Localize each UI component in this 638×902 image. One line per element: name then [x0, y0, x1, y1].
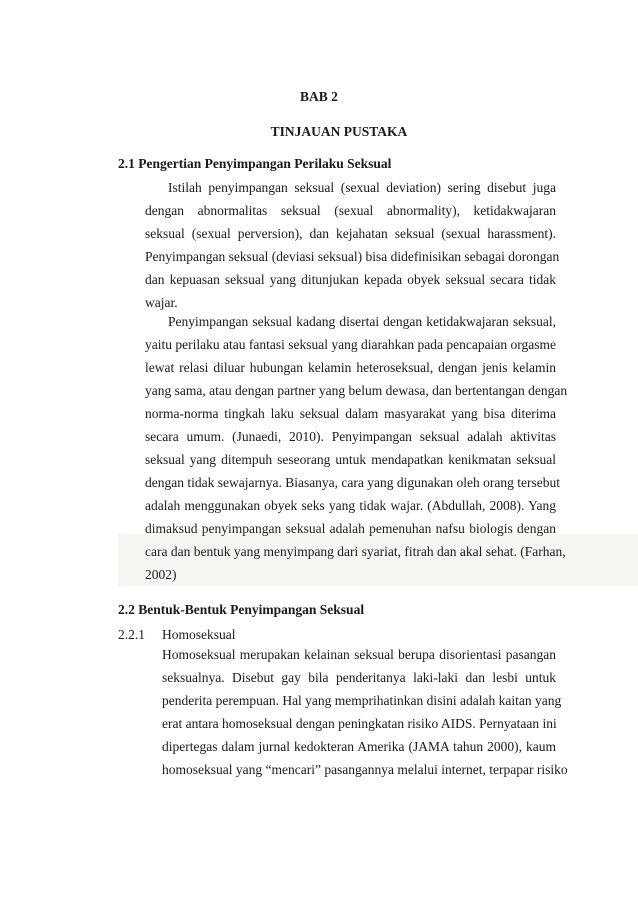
text-line: dan kepuasan seksual yang ditunjukan kepada obyek seksual secara tidak [145, 272, 556, 287]
text-line: penderita perempuan. Hal yang memprihatinkan disini adalah kaitan yang [162, 693, 562, 708]
subsection-title: Homoseksual [162, 627, 236, 642]
text-line: wajar. [145, 295, 178, 310]
text-line: Penyimpangan seksual kadang disertai dengan ketidakwajaran seksual, [168, 314, 556, 329]
text-line: dimaksud penyimpangan seksual adalah pemenuhan nafsu biologis dengan [145, 521, 556, 536]
text-line: dengan abnormalitas seksual (sexual abnormality), ketidakwajaran [145, 203, 556, 218]
text-line: erat antara homoseksual dengan peningkatan risiko AIDS. Pernyataan ini [162, 716, 557, 731]
text-line: dengan tidak sewajarnya. Biasanya, cara yang digunakan oleh orang tersebut [145, 475, 560, 490]
subsection-number: 2.2.1 [118, 627, 145, 642]
text-line: norma-norma tingkah laku seksual dalam masyarakat yang bisa diterima [145, 406, 556, 421]
text-line: 2002) [145, 567, 177, 582]
text-line: Homoseksual merupakan kelainan seksual berupa disorientasi pasangan [162, 647, 556, 662]
text-line: adalah menggunakan obyek seks yang tidak wajar. (Abdullah, 2008). Yang [145, 498, 556, 513]
text-line: lewat relasi diluar hubungan kelamin heteroseksual, dengan jenis kelamin [145, 360, 556, 375]
text-line: seksual yang ditempuh seseorang untuk mendapatkan kenikmatan seksual [145, 452, 556, 467]
text-line: cara dan bentuk yang menyimpang dari syariat, fitrah dan akal sehat. (Farhan, [145, 544, 566, 559]
text-line: yang sama, atau dengan partner yang belum dewasa, dan bertentangan dengan [145, 383, 568, 398]
section-heading-2-1: 2.1 Pengertian Penyimpangan Perilaku Seksual [118, 156, 392, 171]
section-heading-2-2: 2.2 Bentuk-Bentuk Penyimpangan Seksual [118, 602, 365, 617]
text-line: dipertegas dalam jurnal kedokteran Amerika (JAMA tahun 2000), kaum [162, 739, 556, 754]
text-line: homoseksual yang “mencari” pasangannya melalui internet, terpapar risiko [162, 762, 568, 777]
text-line: seksualnya. Disebut gay bila penderitanya laki-laki dan lesbi untuk [162, 670, 556, 685]
text-line: secara umum. (Junaedi, 2010). Penyimpangan seksual adalah aktivitas [145, 429, 556, 444]
text-line: Istilah penyimpangan seksual (sexual deviation) sering disebut juga [168, 180, 556, 195]
chapter-title: TINJAUAN PUSTAKA [270, 124, 408, 139]
chapter-number: BAB 2 [300, 89, 338, 104]
text-line: seksual (sexual perversion), dan kejahatan seksual (sexual harassment). [145, 226, 556, 241]
text-line: yaitu perilaku atau fantasi seksual yang diarahkan pada pencapaian orgasme [145, 337, 556, 352]
text-line: Penyimpangan seksual (deviasi seksual) bisa didefinisikan sebagai dorongan [145, 249, 560, 264]
